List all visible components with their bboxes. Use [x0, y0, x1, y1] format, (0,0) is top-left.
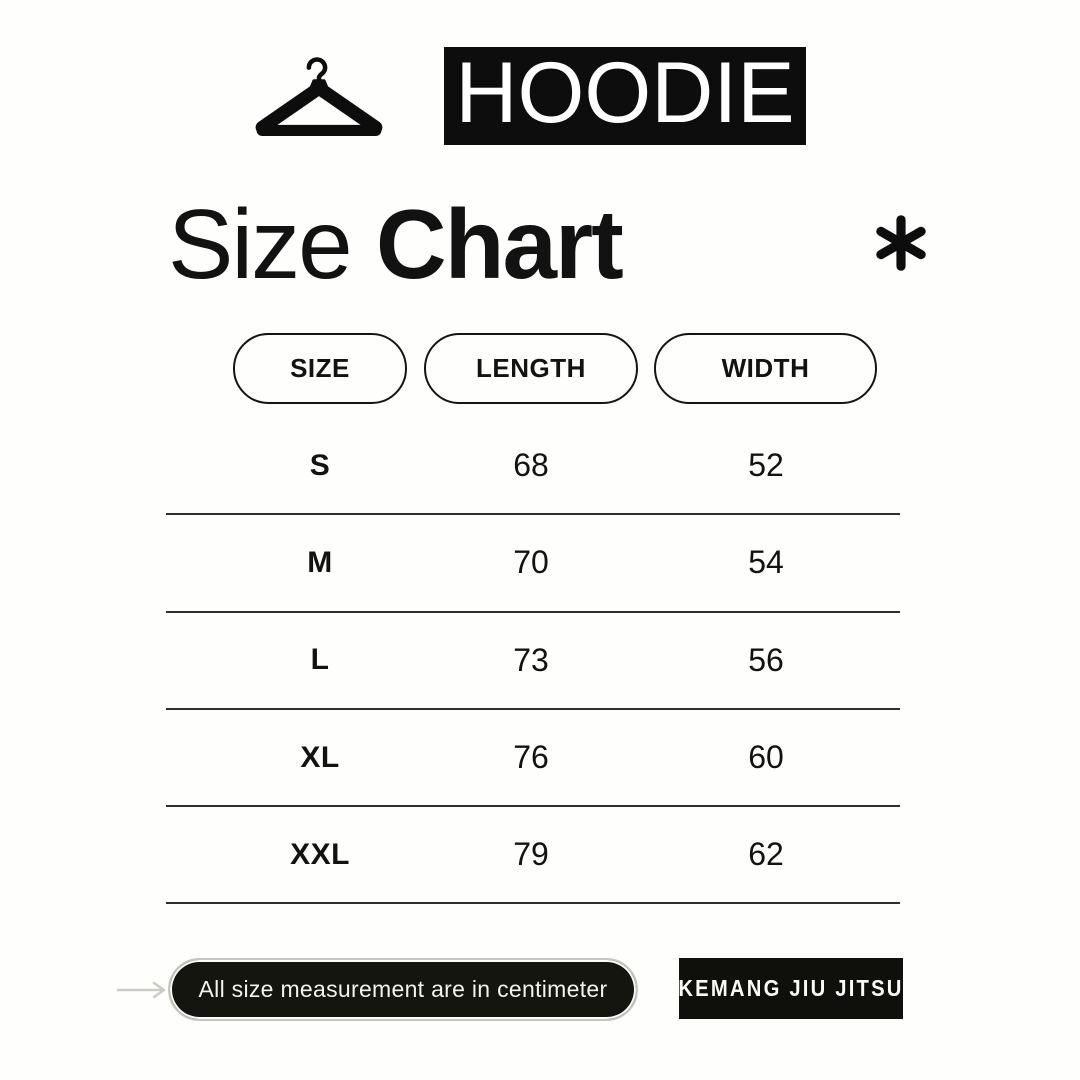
table-row-s — [166, 418, 900, 515]
brand-tag — [679, 958, 903, 1019]
brand-tag-label: KEMANG JIU JITSU — [678, 975, 904, 1001]
column-header-width — [654, 333, 877, 404]
cell-length: 76 — [513, 739, 549, 776]
column-header-length-label: LENGTH — [476, 353, 586, 383]
asterisk-icon — [872, 208, 930, 278]
column-header-length — [424, 333, 638, 404]
column-header-width-label: WIDTH — [721, 353, 810, 383]
column-header-size-label: SIZE — [290, 353, 350, 383]
cell-length: 68 — [513, 447, 549, 484]
cell-width: 60 — [748, 739, 784, 776]
size-table — [166, 418, 900, 904]
cell-width: 62 — [748, 836, 784, 873]
cell-width: 56 — [748, 641, 784, 678]
cell-length: 79 — [513, 836, 549, 873]
cell-size: XXL — [290, 837, 350, 871]
cell-size: XL — [300, 740, 340, 774]
table-row-xl — [166, 710, 900, 807]
measurement-note-label: All size measurement are in centimeter — [198, 976, 608, 1002]
cell-width: 54 — [748, 544, 784, 581]
page-title-regular: Size — [168, 189, 351, 299]
page-title-bold: Chart — [375, 189, 622, 299]
product-tag-label: HOODIE — [455, 45, 795, 141]
cell-size: S — [309, 448, 331, 482]
table-row-m — [166, 515, 900, 612]
product-tag — [444, 47, 806, 145]
table-row-l — [166, 613, 900, 710]
table-row-xxl — [166, 807, 900, 904]
cell-length: 73 — [513, 641, 549, 678]
measurement-note — [168, 958, 638, 1021]
cell-size: L — [310, 643, 330, 677]
page-title — [168, 189, 622, 299]
arrow-right-icon — [116, 979, 170, 1001]
cell-size: M — [307, 545, 333, 579]
column-header-size — [233, 333, 407, 404]
cell-length: 70 — [513, 544, 549, 581]
cell-width: 52 — [748, 447, 784, 484]
hanger-icon — [248, 50, 390, 144]
